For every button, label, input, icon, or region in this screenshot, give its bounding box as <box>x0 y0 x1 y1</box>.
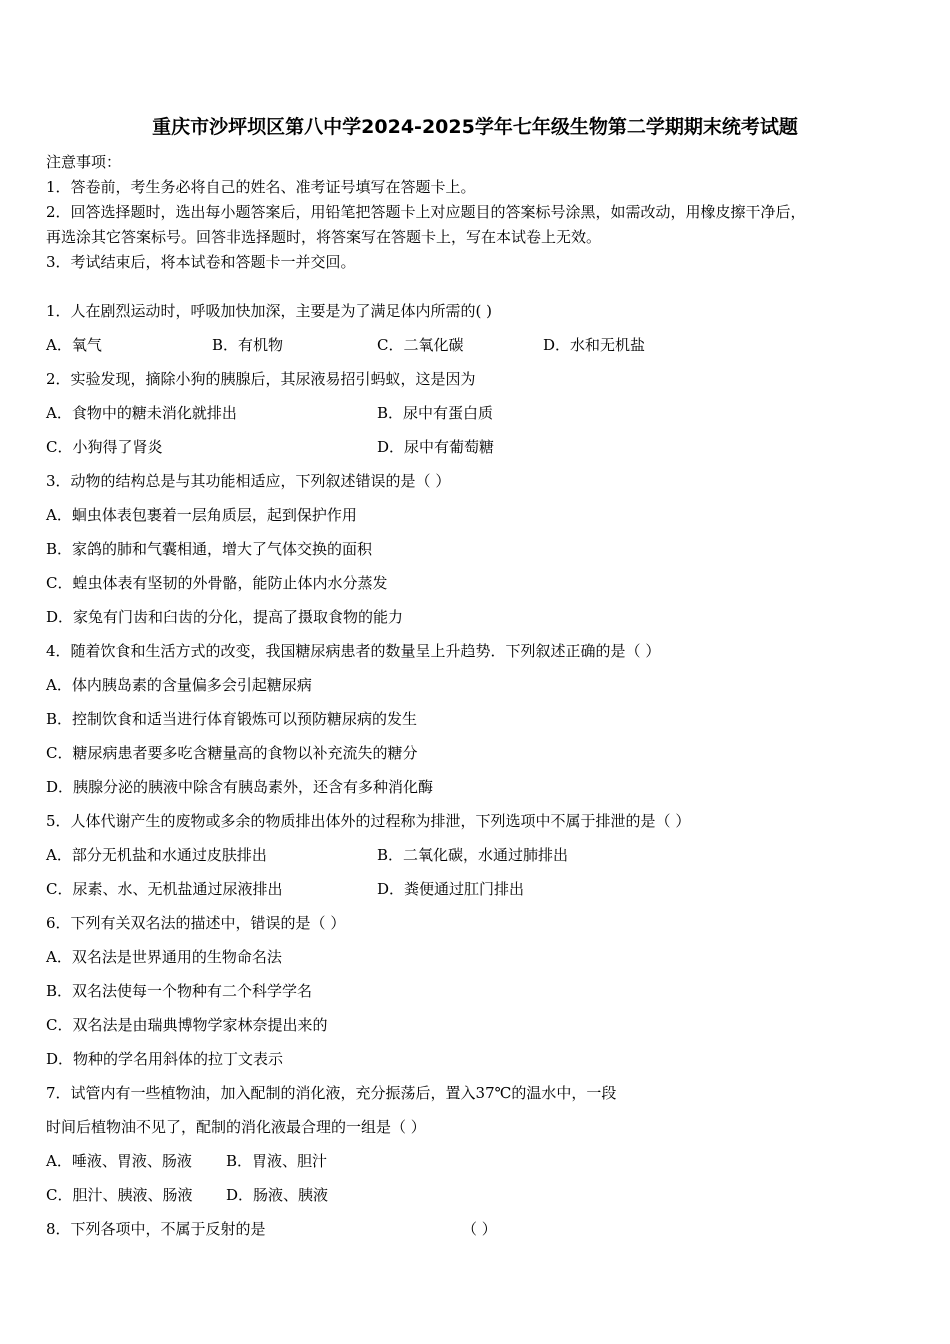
question-stem: 7．试管内有一些植物油，加入配制的消化液，充分振荡后，置入37℃的温水中，一段 <box>46 1084 617 1102</box>
question-stem: 8．下列各项中，不属于反射的是 <box>46 1220 266 1238</box>
option-d: D．肠液、胰液 <box>226 1186 329 1204</box>
question-stem: 6．下列有关双名法的描述中，错误的是（ ） <box>46 914 346 932</box>
option-b: B．双名法使每一个物种有二个科学学名 <box>46 982 313 1000</box>
option-c: C．尿素、水、无机盐通过尿液排出 <box>46 880 283 898</box>
option-a: A．食物中的糖未消化就排出 <box>46 404 237 422</box>
notice-item: 再选涂其它答案标号。回答非选择题时，将答案写在答题卡上，写在本试卷上无效。 <box>46 228 602 246</box>
question-stem: 1．人在剧烈运动时，呼吸加快加深，主要是为了满足体内所需的( ) <box>46 302 493 320</box>
option-c: C．双名法是由瑞典博物学家林奈提出来的 <box>46 1016 328 1034</box>
option-d: D．家兔有门齿和臼齿的分化，提高了摄取食物的能力 <box>46 608 404 626</box>
question-stem-continued: 时间后植物油不见了，配制的消化液最合理的一组是（ ） <box>46 1118 426 1136</box>
option-d: D．尿中有葡萄糖 <box>377 438 495 456</box>
option-b: B．尿中有蛋白质 <box>377 404 494 422</box>
notice-heading: 注意事项： <box>46 153 122 171</box>
notice-item: 1．答卷前，考生务必将自己的姓名、准考证号填写在答题卡上。 <box>46 178 476 196</box>
page-title: 重庆市沙坪坝区第八中学2024-2025学年七年级生物第二学期期末统考试题 <box>152 116 798 138</box>
question-stem: 5．人体代谢产生的废物或多余的物质排出体外的过程称为排泄，下列选项中不属于排泄的是（ ） <box>46 812 691 830</box>
option-c: C．二氧化碳 <box>377 336 464 354</box>
option-a: A．氧气 <box>46 336 102 354</box>
question-stem: 3．动物的结构总是与其功能相适应，下列叙述错误的是（ ） <box>46 472 451 490</box>
option-b: B．家鸽的肺和气囊相通，增大了气体交换的面积 <box>46 540 373 558</box>
option-d: D．胰腺分泌的胰液中除含有胰岛素外，还含有多种消化酶 <box>46 778 434 796</box>
notice-item: 2．回答选择题时，选出每小题答案后，用铅笔把答题卡上对应题目的答案标号涂黑，如需改动，用橡皮擦干净后， <box>46 203 806 221</box>
option-d: D．水和无机盐 <box>543 336 646 354</box>
option-d: D．粪便通过肛门排出 <box>377 880 525 898</box>
option-b: B．控制饮食和适当进行体育锻炼可以预防糖尿病的发生 <box>46 710 418 728</box>
option-a: A．蛔虫体表包裹着一层角质层，起到保护作用 <box>46 506 357 524</box>
option-a: A．双名法是世界通用的生物命名法 <box>46 948 282 966</box>
question-stem: 2．实验发现，摘除小狗的胰腺后，其尿液易招引蚂蚁，这是因为 <box>46 370 476 388</box>
option-c: C．蝗虫体表有坚韧的外骨骼，能防止体内水分蒸发 <box>46 574 388 592</box>
option-c: C．胆汁、胰液、肠液 <box>46 1186 193 1204</box>
option-b: B．二氧化碳，水通过肺排出 <box>377 846 569 864</box>
option-a: A．部分无机盐和水通过皮肤排出 <box>46 846 267 864</box>
notice-item: 3．考试结束后，将本试卷和答题卡一并交回。 <box>46 253 356 271</box>
option-a: A．体内胰岛素的含量偏多会引起糖尿病 <box>46 676 312 694</box>
option-c: C．糖尿病患者要多吃含糖量高的食物以补充流失的糖分 <box>46 744 418 762</box>
option-c: C．小狗得了肾炎 <box>46 438 163 456</box>
answer-blank: （ ） <box>462 1220 497 1238</box>
question-stem: 4．随着饮食和生活方式的改变，我国糖尿病患者的数量呈上升趋势．下列叙述正确的是（ ） <box>46 642 661 660</box>
option-b: B．有机物 <box>212 336 284 354</box>
option-b: B．胃液、胆汁 <box>226 1152 328 1170</box>
option-a: A．唾液、胃液、肠液 <box>46 1152 192 1170</box>
option-d: D．物种的学名用斜体的拉丁文表示 <box>46 1050 284 1068</box>
